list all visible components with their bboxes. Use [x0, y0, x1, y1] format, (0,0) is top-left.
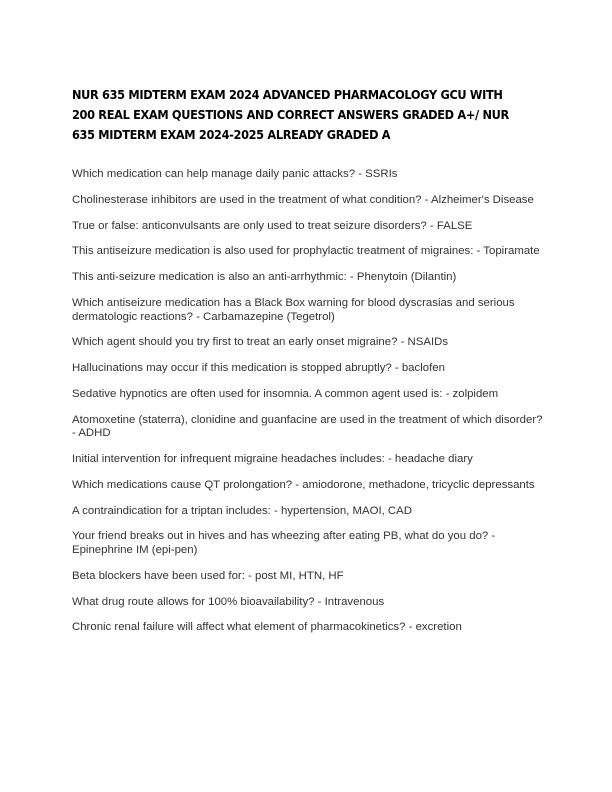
qa-item: Atomoxetine (staterra), clonidine and guanfacine are used in the treatment of which disorder? - ADHD	[72, 413, 543, 440]
qa-item: Chronic renal failure will affect what element of pharmacokinetics? - excretion	[72, 621, 462, 634]
qa-item: Beta blockers have been used for: - post MI, HTN, HF	[72, 569, 344, 582]
qa-item: Hallucinations may occur if this medication is stopped abruptly? - baclofen	[72, 362, 445, 375]
qa-item: Cholinesterase inhibitors are used in the treatment of what condition? - Alzheimer's Disease	[72, 193, 534, 206]
qa-item: What drug route allows for 100% bioavailability? - Intravenous	[72, 595, 385, 608]
qa-item: Which medication can help manage daily panic attacks? - SSRIs	[72, 168, 398, 180]
qa-item: Your friend breaks out in hives and has wheezing after eating PB, what do you do? - Epinephrine IM (epi-pen)	[72, 530, 496, 556]
qa-item: Initial intervention for infrequent migraine headaches includes: - headache diary	[72, 453, 473, 465]
qa-list	[72, 168, 547, 647]
qa-item: True or false: anticonvulsants are only used to treat seizure disorders? - FALSE	[72, 219, 473, 232]
document-title: NUR 635 MIDTERM EXAM 2024 ADVANCED PHARMACOLOGY GCU WITH 200 REAL EXAM QUESTIONS AND CORRECT ANSWERS GRADED A+/ NUR 635 MIDTERM EXAM 2024-2025 ALREADY GRADED A	[72, 88, 509, 142]
qa-item: A contraindication for a triptan includes: - hypertension, MAOI, CAD	[72, 504, 412, 517]
qa-item: Which medications cause QT prolongation? - amiodorone, methadone, tricyclic depressants	[72, 478, 535, 491]
qa-item: Which agent should you try first to treat an early onset migraine? - NSAIDs	[72, 336, 449, 349]
qa-item: Which antiseizure medication has a Black Box warning for blood dyscrasias and serious dermatologic reactions? - Carbamazepine (Tegetrol)	[72, 296, 515, 323]
qa-item: This antiseizure medication is also used for prophylactic treatment of migraines: - Topiramate	[72, 245, 540, 258]
qa-item: This anti-seizure medication is also an anti-arrhythmic: - Phenytoin (Dilantin)	[72, 271, 457, 284]
qa-item: Sedative hypnotics are often used for insomnia. A common agent used is: - zolpidem	[72, 387, 499, 400]
